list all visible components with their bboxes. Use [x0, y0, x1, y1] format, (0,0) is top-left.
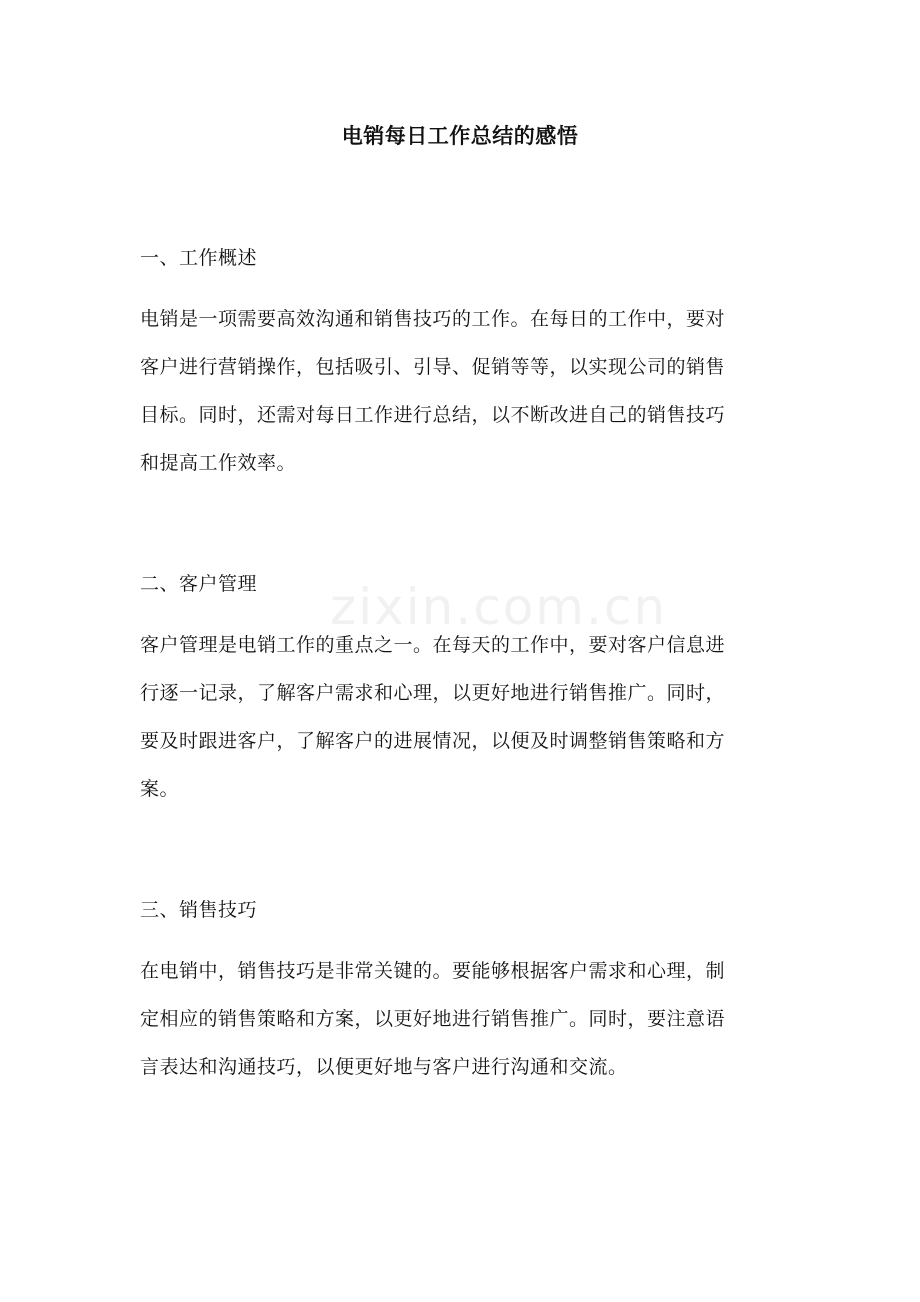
paragraph-line: 言表达和沟通技巧，以便更好地与客户进行沟通和交流。 — [140, 1056, 628, 1078]
document-title: 电销每日工作总结的感悟 — [341, 123, 579, 148]
paragraph-line: 客户管理是电销工作的重点之一。在每天的工作中，要对客户信息进 — [140, 634, 726, 656]
paragraph-line: 目标。同时，还需对每日工作进行总结，以不断改进自己的销售技巧 — [140, 404, 726, 426]
paragraph-line: 要及时跟进客户，了解客户的进展情况，以便及时调整销售策略和方 — [140, 730, 726, 752]
section-heading-overview: 一、工作概述 — [140, 247, 258, 269]
paragraph-line: 电销是一项需要高效沟通和销售技巧的工作。在每日的工作中，要对 — [140, 308, 726, 330]
paragraph-line: 行逐一记录，了解客户需求和心理，以更好地进行销售推广。同时， — [140, 682, 726, 704]
section-body-customer-management — [140, 621, 785, 813]
paragraph-line: 定相应的销售策略和方案，以更好地进行销售推广。同时，要注意语 — [140, 1008, 726, 1030]
paragraph-line: 客户进行营销操作，包括吸引、引导、促销等等，以实现公司的销售 — [140, 356, 726, 378]
section-body-sales-skills — [140, 947, 785, 1091]
paragraph-line: 和提高工作效率。 — [140, 452, 297, 474]
section-heading-sales-skills: 三、销售技巧 — [140, 899, 258, 921]
paragraph-line: 案。 — [140, 778, 180, 800]
section-body-overview — [140, 295, 785, 487]
section-heading-customer-management: 二、客户管理 — [140, 573, 258, 595]
watermark: zixin.com.cn — [330, 578, 668, 636]
paragraph-line: 在电销中，销售技巧是非常关键的。要能够根据客户需求和心理，制 — [140, 960, 726, 982]
